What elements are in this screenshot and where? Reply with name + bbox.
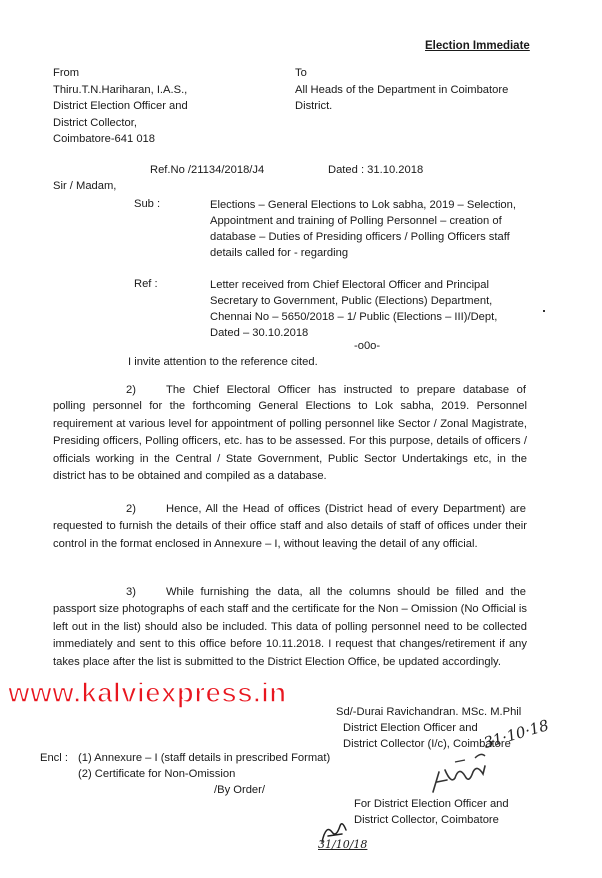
subject-line: Elections – General Elections to Lok sabha, 2019 – Selection, bbox=[210, 199, 516, 211]
reference-label: Ref : bbox=[134, 278, 158, 290]
subject-text bbox=[210, 197, 540, 261]
handwritten-date: 31/10/18 bbox=[318, 838, 368, 851]
for-line: For District Election Officer and bbox=[354, 798, 509, 810]
paragraph-number: 3) bbox=[126, 586, 136, 598]
paragraph-number: 2) bbox=[126, 503, 136, 515]
from-line: Thiru.T.N.Hariharan, I.A.S., bbox=[53, 83, 188, 96]
to-label: To bbox=[295, 67, 307, 79]
intro-text: I invite attention to the reference cited. bbox=[128, 356, 318, 368]
subject-line: Appointment and training of Polling Personnel – creation of bbox=[210, 215, 502, 227]
subject-line: database – Duties of Presiding officers / Polling Officers staff bbox=[210, 231, 510, 243]
enclosure-item: (1) Annexure – I (staff details in prescribed Format) bbox=[78, 752, 331, 764]
from-block bbox=[53, 65, 188, 148]
paragraph-body: requested to furnish the details of their office staff and also details of staff of offices under their control in the format enclosed in Annexure – I, without leaving the detail of any official. bbox=[53, 520, 527, 550]
reference-line: Letter received from Chief Electoral Officer and Principal bbox=[210, 279, 489, 291]
to-block bbox=[295, 65, 508, 115]
signature-line: Sd/-Durai Ravichandran. MSc. M.Phil bbox=[336, 706, 522, 718]
enclosure-item: (2) Certificate for Non-Omission bbox=[78, 768, 236, 780]
signature-line: District Collector (I/c), Coimbatore bbox=[343, 738, 511, 750]
from-line: District Election Officer and bbox=[53, 100, 188, 112]
ref-number: Ref.No /21134/2018/J4 bbox=[150, 164, 265, 176]
letter-date: Dated : 31.10.2018 bbox=[328, 164, 424, 176]
for-line: District Collector, Coimbatore bbox=[354, 814, 499, 826]
reference-text bbox=[210, 277, 540, 341]
from-line: District Collector, bbox=[53, 116, 137, 129]
paragraph-first-line: Hence, All the Head of offices (District head of every Department) are bbox=[166, 503, 526, 515]
to-line: District. bbox=[295, 100, 333, 112]
reference-line: Chennai No – 5650/2018 – 1/ Public (Elections – III)/Dept, bbox=[210, 311, 498, 323]
handwritten-date: 31·10·18 bbox=[481, 716, 551, 752]
paragraph-body: passport size photographs of each staff and the certificate for the Non – Omission (No Official is left out in the list) should also be included. This data of polling personnel need to be collected immediately and sent to this office before 10.11.2018. I request that changes/retirement if any takes place after the list is submitted to the District Election Office, be updated accordingly. bbox=[53, 603, 527, 668]
paragraph-number: 2) bbox=[126, 384, 136, 396]
paragraph-body: polling personnel for the forthcoming General Elections to Lok sabha, 2019. Personnel requirement at various level for appointment of polling personnel like Sector / Zonal Magistrate, Presiding officers, Polling officers, etc. has to be assessed. For this purpose, details of officers / officials working in the Central / State Government, Public Sector Undertakings etc, in the district has to be obtained and compiled as a database. bbox=[53, 400, 527, 482]
signature-line: District Election Officer and bbox=[343, 722, 478, 734]
subject-line: details called for - regarding bbox=[210, 247, 349, 259]
reference-line: Dated – 30.10.2018 bbox=[210, 327, 309, 339]
salutation: Sir / Madam, bbox=[53, 180, 117, 192]
subject-label: Sub : bbox=[134, 198, 161, 210]
watermark: www.kalviexpress.in bbox=[8, 677, 287, 708]
by-order: /By Order/ bbox=[214, 784, 265, 796]
from-label: From bbox=[53, 67, 80, 79]
to-line: All Heads of the Department in Coimbatore bbox=[295, 83, 509, 96]
for-block bbox=[354, 796, 509, 828]
separator: -o0o- bbox=[354, 340, 381, 352]
speck bbox=[543, 310, 545, 312]
header-tag: Election Immediate bbox=[425, 40, 530, 52]
from-line: Coimbatore-641 018 bbox=[53, 133, 155, 145]
paragraph-first-line: The Chief Electoral Officer has instructed to prepare database of bbox=[166, 384, 526, 396]
enclosure-label: Encl : bbox=[40, 752, 68, 764]
reference-line: Secretary to Government, Public (Elections) Department, bbox=[210, 295, 493, 307]
paragraph-first-line: While furnishing the data, all the columns should be filled and the bbox=[166, 586, 526, 598]
